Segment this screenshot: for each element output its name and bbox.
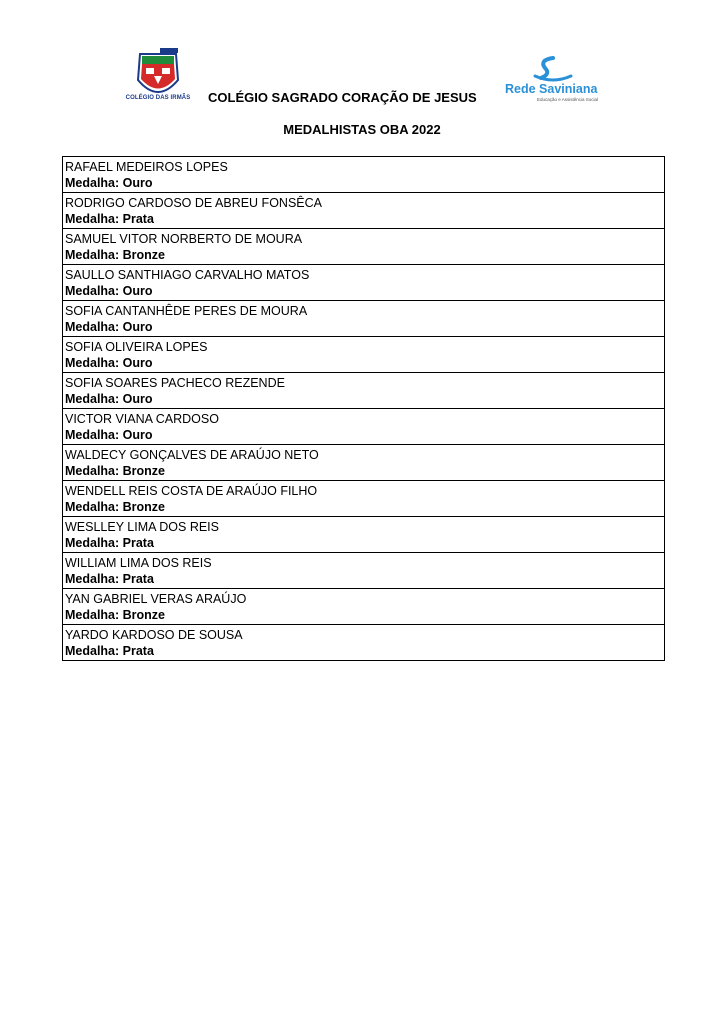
table-row [63, 373, 665, 409]
table-row [63, 301, 665, 337]
table-row [63, 445, 665, 481]
table-row [63, 265, 665, 301]
medal-type: Medalha: Bronze [65, 464, 166, 478]
table-row [63, 517, 665, 553]
medalists-table [62, 156, 665, 661]
student-cell [63, 193, 665, 229]
medal-type: Medalha: Prata [65, 572, 154, 586]
student-cell [63, 589, 665, 625]
student-name: YAN GABRIEL VERAS ARAÚJO [65, 592, 247, 606]
network-name: Rede Saviniana [505, 82, 598, 96]
student-name: SOFIA CANTANHÊDE PERES DE MOURA [65, 304, 308, 318]
student-cell [63, 517, 665, 553]
medal-type: Medalha: Ouro [65, 392, 153, 406]
medal-type: Medalha: Prata [65, 212, 154, 226]
student-cell [63, 553, 665, 589]
student-cell [63, 481, 665, 517]
student-cell [63, 409, 665, 445]
table-row [63, 409, 665, 445]
school-name: COLÉGIO SAGRADO CORAÇÃO DE JESUS [208, 90, 477, 105]
table-row [63, 589, 665, 625]
student-cell [63, 301, 665, 337]
document-title: MEDALHISTAS OBA 2022 [283, 122, 441, 137]
table-row [63, 193, 665, 229]
table-row [63, 229, 665, 265]
student-name: WENDELL REIS COSTA DE ARAÚJO FILHO [65, 484, 318, 498]
student-name: WILLIAM LIMA DOS REIS [65, 556, 212, 570]
student-cell [63, 373, 665, 409]
student-name: VICTOR VIANA CARDOSO [65, 412, 219, 426]
student-name: WESLLEY LIMA DOS REIS [65, 520, 219, 534]
table-row [63, 625, 665, 661]
table-row [63, 157, 665, 193]
medal-type: Medalha: Ouro [65, 356, 153, 370]
student-cell [63, 445, 665, 481]
medal-type: Medalha: Prata [65, 536, 154, 550]
student-name: WALDECY GONÇALVES DE ARAÚJO NETO [65, 448, 319, 462]
student-cell [63, 229, 665, 265]
student-name: SOFIA SOARES PACHECO REZENDE [65, 376, 285, 390]
table-row [63, 553, 665, 589]
student-cell [63, 337, 665, 373]
student-name: YARDO KARDOSO DE SOUSA [65, 628, 243, 642]
table-row [63, 337, 665, 373]
medal-type: Medalha: Ouro [65, 320, 153, 334]
student-name: SOFIA OLIVEIRA LOPES [65, 340, 208, 354]
medal-type: Medalha: Bronze [65, 500, 166, 514]
medal-type: Medalha: Prata [65, 644, 154, 658]
medal-type: Medalha: Ouro [65, 176, 153, 190]
medal-type: Medalha: Ouro [65, 428, 153, 442]
network-tagline: Educação e Assistência Social [537, 97, 599, 102]
student-name: SAMUEL VITOR NORBERTO DE MOURA [65, 232, 303, 246]
student-cell [63, 157, 665, 193]
medal-type: Medalha: Bronze [65, 248, 166, 262]
student-cell [63, 265, 665, 301]
medal-type: Medalha: Bronze [65, 608, 166, 622]
student-name: RODRIGO CARDOSO DE ABREU FONSÊCA [65, 196, 322, 210]
student-name: SAULLO SANTHIAGO CARVALHO MATOS [65, 268, 310, 282]
student-cell [63, 625, 665, 661]
school-logo-caption: COLÉGIO DAS IRMÃS [125, 95, 191, 101]
student-name: RAFAEL MEDEIROS LOPES [65, 160, 228, 174]
medal-type: Medalha: Ouro [65, 284, 153, 298]
table-row [63, 481, 665, 517]
